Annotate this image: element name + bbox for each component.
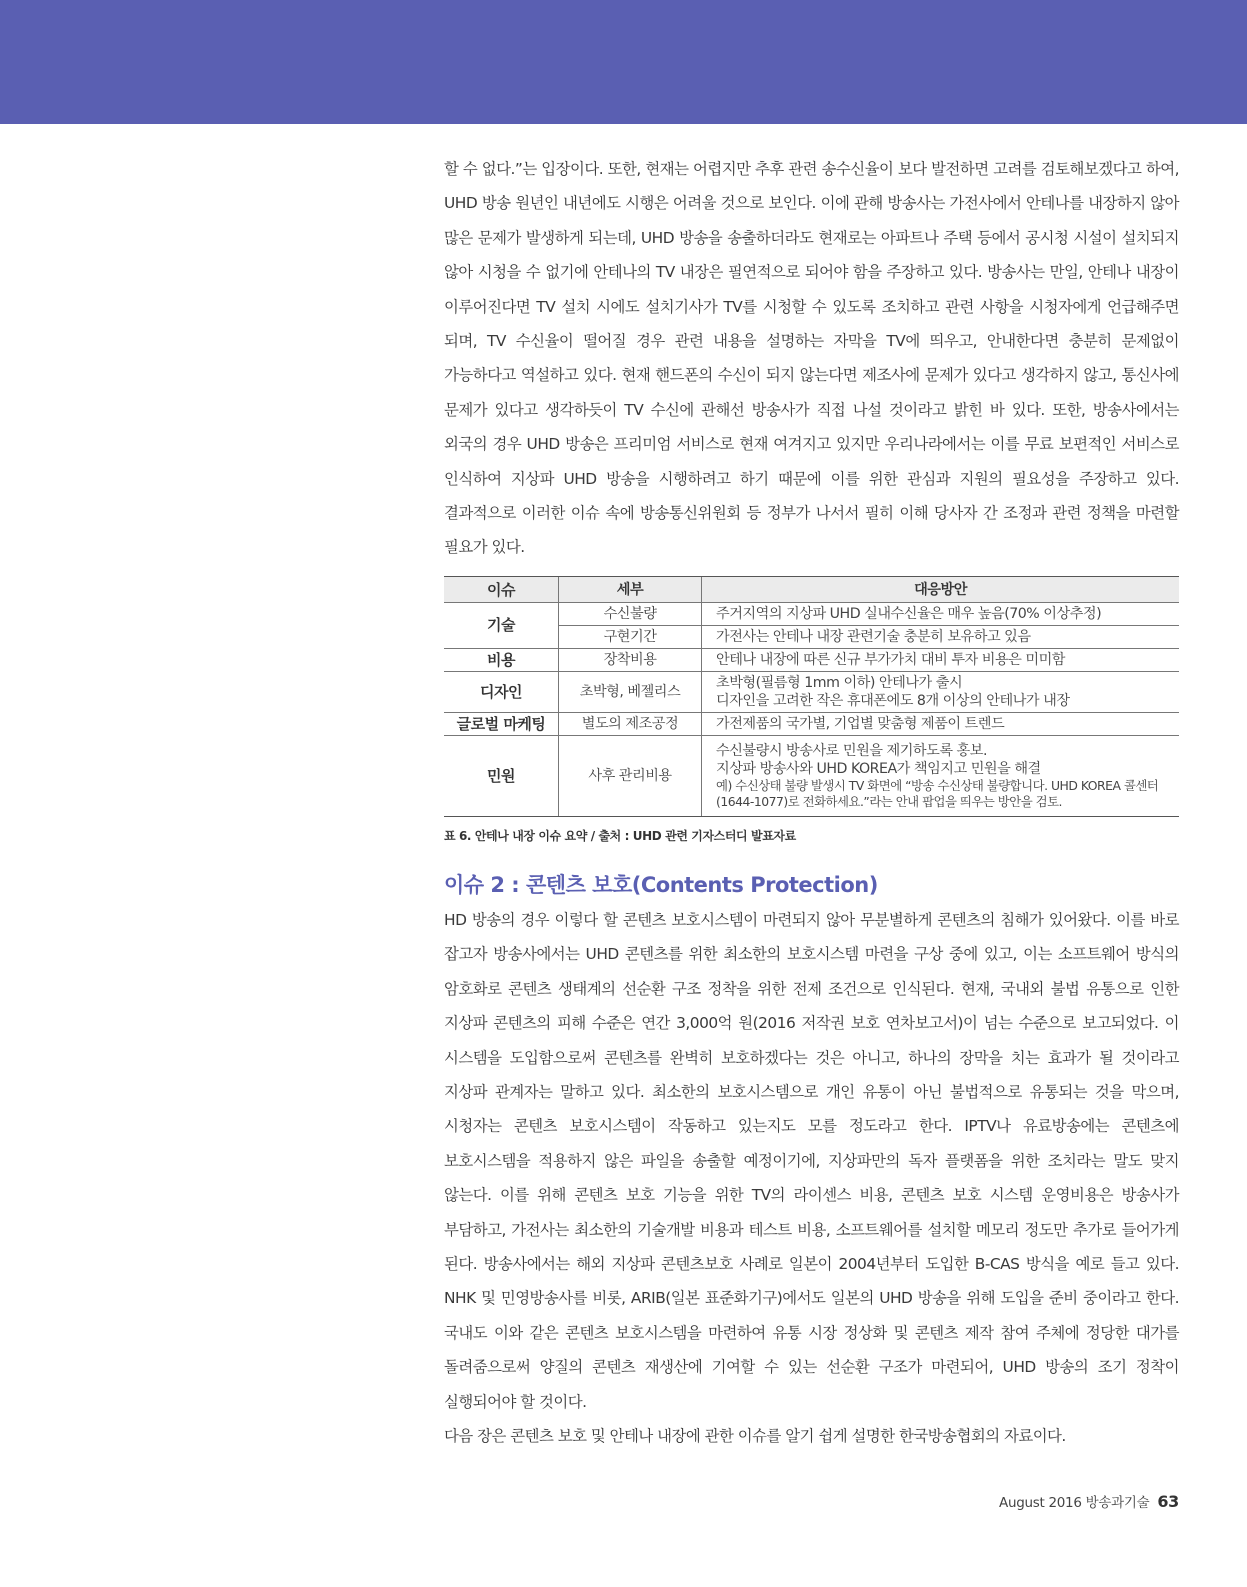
table-cell-detail: 장착비용 [559,648,702,671]
table-cell-plan: 가전제품의 국가별, 기업별 맞춤형 제품이 트렌드 [702,712,1180,735]
table-cell-detail: 구현기간 [559,625,702,648]
table-header-issue: 이슈 [444,576,559,602]
table-cell-issue: 기술 [444,602,559,648]
plan-line: 디자인을 고려한 작은 휴대폰에도 8개 이상의 안테나가 내장 [716,692,1070,709]
table-cell-detail: 초박형, 베젤리스 [559,671,702,712]
table-header-plan: 대응방안 [702,576,1180,602]
plan-line: 지상파 방송사와 UHD KOREA가 책임지고 민원을 해결 [716,760,1041,777]
table-cell-plan [702,735,1180,816]
table-row [444,602,1179,625]
body-paragraph: 할 수 없다.”는 입장이다. 또한, 현재는 어렵지만 추후 관련 송수신율이 보다 발전하면 고려를 검토해보겠다고 하여, UHD 방송 원년인 내년에도 시행은 어려울 것으로 보인다. 이에 관해 방송사는 가전사에서 안테나를 내장하지 않아 많은 문제가 발생하게 되는데, UHD 방송을 송출하더라도 현재로는 아파트나 주택 등에서 공시청 시설이 설치되지 않아 시청을 수 없기에 안테나의 TV 내장은 필연적으로 되어야 함을 주장하고 있다. 방송사는 만일, 안테나 내장이 이루어진다면 TV 설치 시에도 설치기사가 TV를 시청할 수 있도록 조치하고 관련 사항을 시청자에게 언급해주면 되며, TV 수신율이 떨어질 경우 관련 내용을 설명하는 자막을 TV에 띄우고, 안내한다면 충분히 문제없이 가능하다고 역설하고 있다. 현재 핸드폰의 수신이 되지 않는다면 제조사에 문제가 있다고 생각하지 않고, 통신사에 문제가 있다고 생각하듯이 TV 수신에 관해선 방송사가 직접 나설 것이라고 밝힌 바 있다. 또한, 방송사에서는 외국의 경우 UHD 방송은 프리미엄 서비스로 현재 여겨지고 있지만 우리나라에서는 이를 무료 보편적인 서비스로 인식하여 지상파 UHD 방송을 시행하려고 하기 때문에 이를 위한 관심과 지원의 필요성을 주장하고 있다. 결과적으로 이러한 이슈 속에 방송통신위원회 등 정부가 나서서 필히 이해 당사자 간 조정과 관련 정책을 마련할 필요가 있다. [444,160,1179,557]
table-row [444,648,1179,671]
table-row [444,735,1179,816]
table-header-row [444,576,1179,602]
article-body [444,152,1179,1453]
plan-line: 초박형(필름형 1mm 이하) 안테나가 출시 [716,674,963,691]
table-cell-detail: 사후 관리비용 [559,735,702,816]
table-cell-issue: 디자인 [444,671,559,712]
table-cell-detail: 수신불량 [559,602,702,625]
issue-summary-table [444,576,1179,817]
table-cell-issue: 글로벌 마케팅 [444,712,559,735]
table-cell-plan: 주거지역의 지상파 UHD 실내수신율은 매우 높음(70% 이상추정) [702,602,1180,625]
table-row [444,712,1179,735]
table-cell-detail: 별도의 제조공정 [559,712,702,735]
body-paragraph: HD 방송의 경우 이렇다 할 콘텐츠 보호시스템이 마련되지 않아 무분별하게 콘텐츠의 침해가 있어왔다. 이를 바로 잡고자 방송사에서는 UHD 콘텐츠를 위한 최소한의 보호시스템 마련을 구상 중에 있고, 이는 소프트웨어 방식의 암호화로 콘텐츠 생태계의 선순환 구조 정착을 위한 전제 조건으로 인식된다. 현재, 국내외 불법 유통으로 인한 지상파 콘텐츠의 피해 수준은 연간 3,000억 원(2016 저작권 보호 연차보고서)이 넘는 수준으로 보고되었다. 이 시스템을 도입함으로써 콘텐츠를 완벽히 보호하겠다는 것은 아니고, 하나의 장막을 치는 효과가 될 것이라고 지상파 관계자는 말하고 있다. 최소한의 보호시스템으로 개인 유통이 아닌 불법적으로 유통되는 것을 막으며, 시청자는 콘텐츠 보호시스템이 작동하고 있는지도 모를 정도라고 한다. IPTV나 유료방송에는 콘텐츠에 보호시스템을 적용하지 않은 파일을 송출할 예정이기에, 지상파만의 독자 플랫폼을 위한 조치라는 말도 맞지 않는다. 이를 위해 콘텐츠 보호 기능을 위한 TV의 라이센스 비용, 콘텐츠 보호 시스템 운영비용은 방송사가 부담하고, 가전사는 최소한의 기술개발 비용과 테스트 비용, 소프트웨어를 설치할 메모리 정도만 추가로 들어가게 된다. 방송사에서는 해외 지상파 콘텐츠보호 사례로 일본이 2004년부터 도입한 B-CAS 방식을 예로 들고 있다. NHK 및 민영방송사를 비롯, ARIB(일본 표준화기구)에서도 일본의 UHD 방송을 위해 도입을 준비 중이라고 한다. 국내도 이와 같은 콘텐츠 보호시스템을 마련하여 유통 시장 정상화 및 콘텐츠 제작 참여 주체에 정당한 대가를 돌려줌으로써 양질의 콘텐츠 재생산에 기여할 수 있는 선순환 구조가 마련되어, UHD 방송의 조기 정착이 실행되어야 할 것이다. [444,910,1179,1411]
table-cell-issue: 비용 [444,648,559,671]
table-cell-issue: 민원 [444,735,559,816]
body-paragraph: 다음 장은 콘텐츠 보호 및 안테나 내장에 관한 이슈를 알기 쉽게 설명한 한국방송협회의 자료이다. [444,1426,1066,1445]
table-header-detail: 세부 [559,576,702,602]
table-cell-plan: 안테나 내장에 따른 신규 부가가치 대비 투자 비용은 미미함 [702,648,1180,671]
table-row [444,671,1179,712]
table-caption: 표 6. 안테나 내장 이슈 요약 / 출처 : UHD 관련 기자스터디 발표자료 [444,828,796,843]
page-footer [999,1491,1179,1511]
table-cell-plan [702,671,1180,712]
section-heading: 이슈 2 : 콘텐츠 보호(Contents Protection) [444,872,878,897]
table-cell-plan: 가전사는 안테나 내장 관련기술 충분히 보유하고 있음 [702,625,1180,648]
issue-label: August 2016 방송과기술 [999,1495,1150,1511]
header-band [0,0,1247,124]
plan-note: 예) 수신상태 불량 발생시 TV 화면에 “방송 수신상태 불량합니다. UHD KOREA 콜센터(1644-1077)로 전화하세요.”라는 안내 팝업을 띄우는 방안을 검토. [716,777,1159,809]
page-number: 63 [1157,1492,1179,1511]
plan-line: 수신불량시 방송사로 민원을 제기하도록 홍보. [716,742,987,759]
